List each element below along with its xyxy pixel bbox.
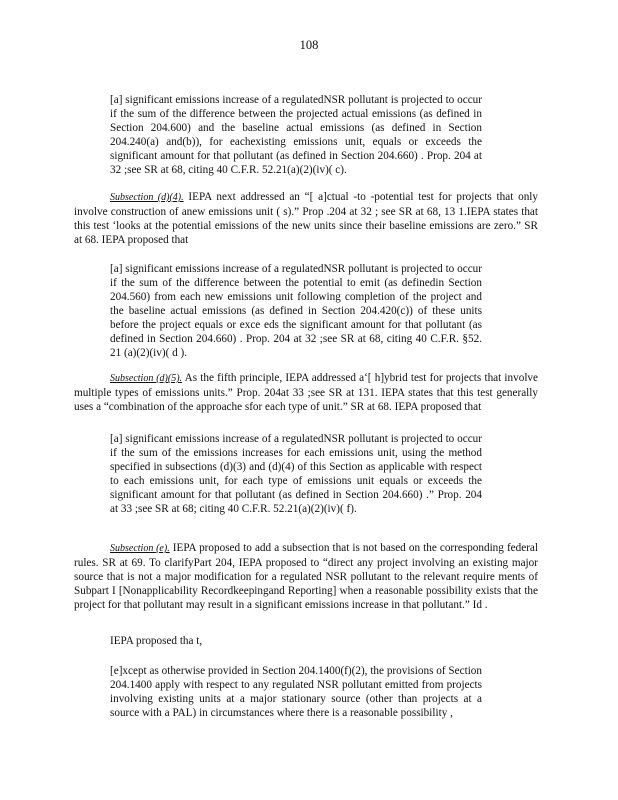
subsection-label: Subsection (e). [110,543,170,554]
paragraph-text: IEPA next addressed an “[ a]ctual -to -potential test for projects that only involve construction of anew emissions unit ( s).” Prop .204 at 32 ; see SR at 68, 13 1.IEPA states that this test ‘looks at the potential emissions of the new units since their baseline emissions are zero.” SR at 68. IEPA proposed that [74,191,538,246]
subsection-label: Subsection (d)(5). [110,373,183,384]
paragraph-subsection-d4 [74,190,538,247]
paragraph-iepa-proposed: IEPA proposed tha t, [110,635,203,647]
paragraph-text: As the fifth principle, IEPA addressed a‘[ h]ybrid test for projects that involve multiple types of emissions units.” Prop. 204at 33 ;see SR at 131. IEPA states that this test generally uses a “combination of the approache sfor each type of unit.” SR at 68. IEPA proposed that [74,372,538,413]
block-quote-1: [a] significant emissions increase of a regulatedNSR pollutant is projected to occur if the sum of the difference between the projected actual emissions (as defined in Section 204.600) and the baseline actual emissions (as defined in Section 204.240(a) and(b)), for eachexisting emissions unit, equals or exceeds the significant amount for that pollutant (as defined in Section 204.660) . Prop. 204 at 32 ;see SR at 68, citing 40 C.F.R. 52.21(a)(2)(iv)( c). [110,94,482,176]
block-quote-3: [a] significant emissions increase of a regulatedNSR pollutant is projected to occur if the sum of the emissions increases for each emissions unit, using the method specified in subsections (d)(3) and (d)(4) of this Section as applicable with respect to each emissions unit, for each type of emissions unit equals or exceeds the significant amount for that pollutant (as defined in Section 204.660) .” Prop. 204 at 33 ;see SR at 68; citing 40 C.F.R. 52.21(a)(2)(iv)( f). [110,433,482,515]
block-quote-4: [e]xcept as otherwise provided in Section 204.1400(f)(2), the provisions of Section 204.1400 apply with respect to any regulated NSR pollutant emitted from projects involving existing units at a major stationary source (other than projects at a source with a PAL) in circumstances where there is a reasonable possibility , [110,665,482,719]
page-number: 108 [299,38,319,52]
paragraph-text: IEPA proposed to add a subsection that is not based on the corresponding federal rules. SR at 69. To clarifyPart 204, IEPA proposed to “direct any project involving an existing major source that is not a major modification for a regulated NSR pollutant to the relevant require ments of Subpart I [Nonapplicability Recordkeepingand Reporting] when a reasonable possibility exists that the project for that pollutant may result in a significant emissions increase in that pollutant.” Id . [74,542,538,611]
subsection-label: Subsection (d)(4). [110,192,184,203]
block-quote-2: [a] significant emissions increase of a regulatedNSR pollutant is projected to occur if the sum of the difference between the potential to emit (as definedin Section 204.560) from each new emissions unit following completion of the project and the baseline actual emissions (as defined in Section 204.420(c)) of these units before the project equals or exce eds the significant amount for that pollutant (as defined in Section 204.660) . Prop. 204 at 32 ;see SR at 68, citing 40 C.F.R. §52. 21 (a)(2)(iv)( d ). [110,263,482,359]
paragraph-subsection-d5 [74,371,538,414]
paragraph-subsection-e [74,541,538,612]
